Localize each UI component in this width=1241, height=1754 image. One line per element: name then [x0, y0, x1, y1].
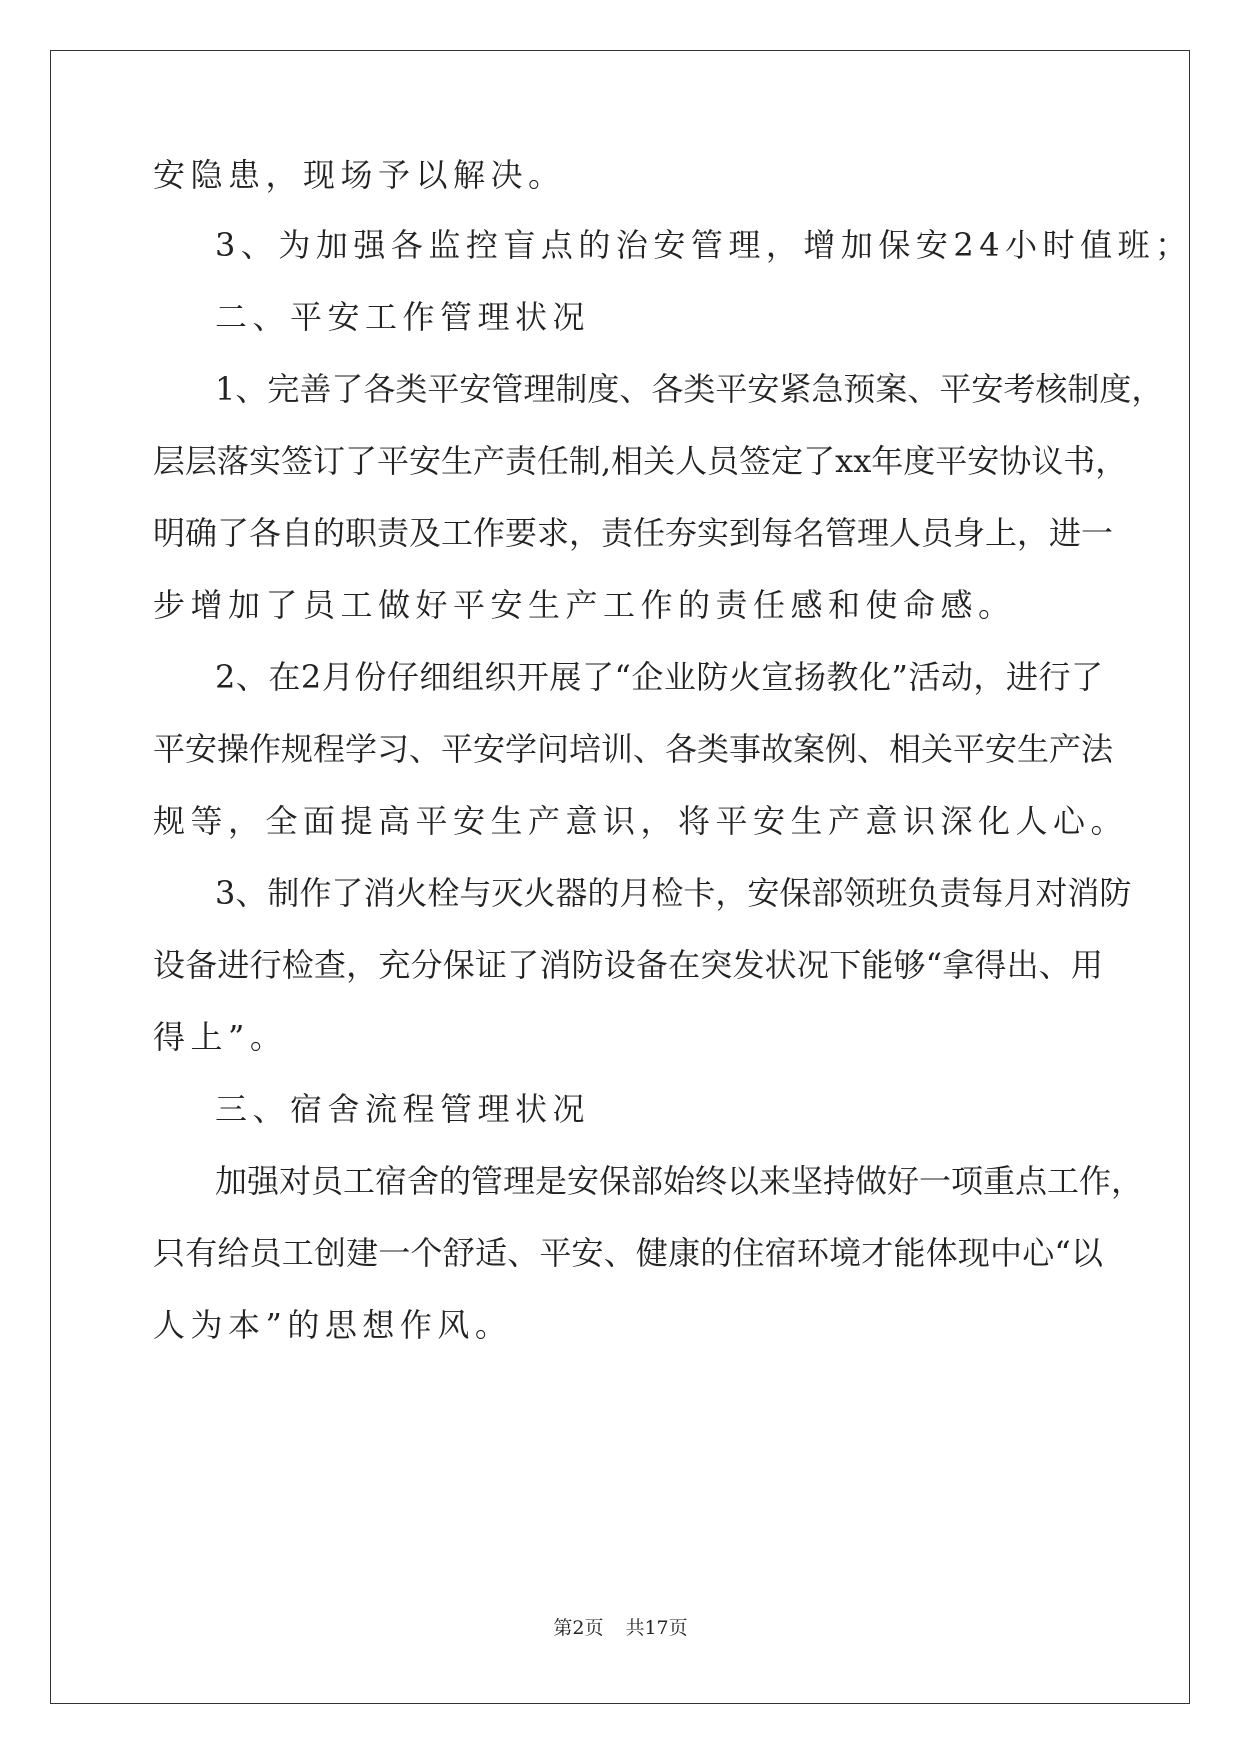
- body-line: 规等，全面提高平安生产意识，将平安生产意识深化人心。: [153, 802, 1129, 840]
- page-number: 第2页: [553, 1617, 604, 1639]
- body-line: 3、制作了消火栓与灭火器的月检卡，安保部领班负责每月对消防: [215, 874, 1132, 912]
- body-line: 得上”。: [153, 1018, 288, 1056]
- body-line: 平安操作规程学习、平安学问培训、各类事故案例、相关平安生产法: [153, 730, 1114, 768]
- body-line: 1、完善了各类平安管理制度、各类平安紧急预案、平安考核制度，: [215, 370, 1164, 408]
- body-line: 安隐患，现场予以解决。: [153, 156, 566, 194]
- body-line: 只有给员工创建一个舒适、平安、健康的住宿环境才能体现中心“以: [153, 1234, 1103, 1272]
- body-line: 设备进行检查，充分保证了消防设备在突发状况下能够“拿得出、用: [153, 946, 1103, 984]
- body-line: 层层落实签订了平安生产责任制,相关人员签定了xx年度平安协议书，: [153, 442, 1128, 480]
- body-line: 2、在2月份仔细组织开展了“企业防火宣扬教化”活动，进行了: [215, 658, 1103, 696]
- section-heading: 二、平安工作管理状况: [215, 298, 591, 336]
- body-line: 人为本”的思想作风。: [153, 1306, 513, 1344]
- page-total: 共17页: [625, 1617, 688, 1639]
- body-line: 明确了各自的职责及工作要求，责任夯实到每名管理人员身上，进一: [153, 514, 1114, 552]
- page-footer: [0, 1616, 1241, 1640]
- section-heading: 三、宿舍流程管理状况: [215, 1090, 591, 1128]
- body-line: 3、为加强各监控盲点的治安管理，增加保安24小时值班；: [215, 226, 1193, 264]
- body-line: 步增加了员工做好平安生产工作的责任感和使命感。: [153, 586, 1016, 624]
- body-line: 加强对员工宿舍的管理是安保部始终以来坚持做好一项重点工作，: [215, 1162, 1144, 1200]
